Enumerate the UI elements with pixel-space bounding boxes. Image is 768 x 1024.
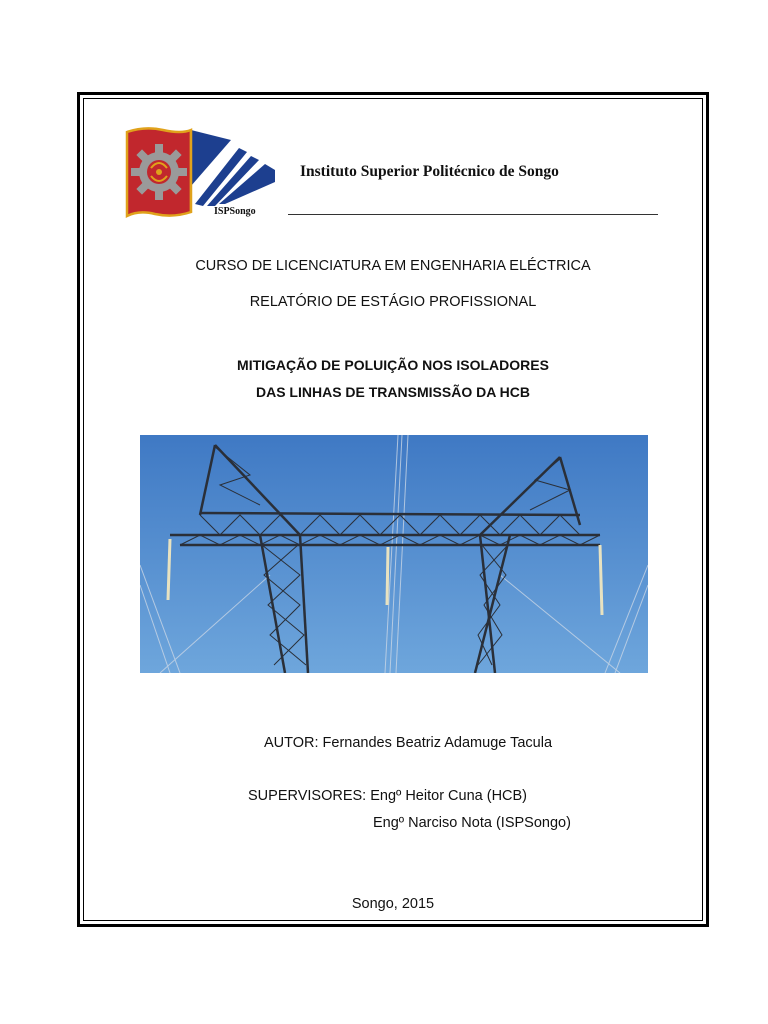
supervisor-line-2: Engº Narciso Nota (ISPSongo) (373, 815, 571, 831)
title-line-2: DAS LINHAS DE TRANSMISSÃO DA HCB (255, 384, 531, 400)
gear-icon (131, 144, 187, 200)
ispsongo-logo (125, 126, 280, 222)
author: AUTOR: Fernandes Beatriz Adamuge Tacula (264, 735, 553, 751)
course-name: CURSO DE LICENCIATURA EM ENGENHARIA ELÉCTRICA (195, 258, 591, 274)
institution-name: Instituto Superior Politécnico de Songo (300, 163, 559, 180)
header-rule (288, 214, 658, 215)
transmission-tower-photo (140, 435, 648, 673)
place-date: Songo, 2015 (351, 896, 435, 912)
title-line-1: MITIGAÇÃO DE POLUIÇÃO NOS ISOLADORES (237, 357, 549, 373)
supervisor-line-1: SUPERVISORES: Engº Heitor Cuna (HCB) (248, 788, 528, 804)
institution-abbreviation: ISPSongo (214, 206, 256, 217)
report-type: RELATÓRIO DE ESTÁGIO PROFISSIONAL (249, 294, 537, 310)
